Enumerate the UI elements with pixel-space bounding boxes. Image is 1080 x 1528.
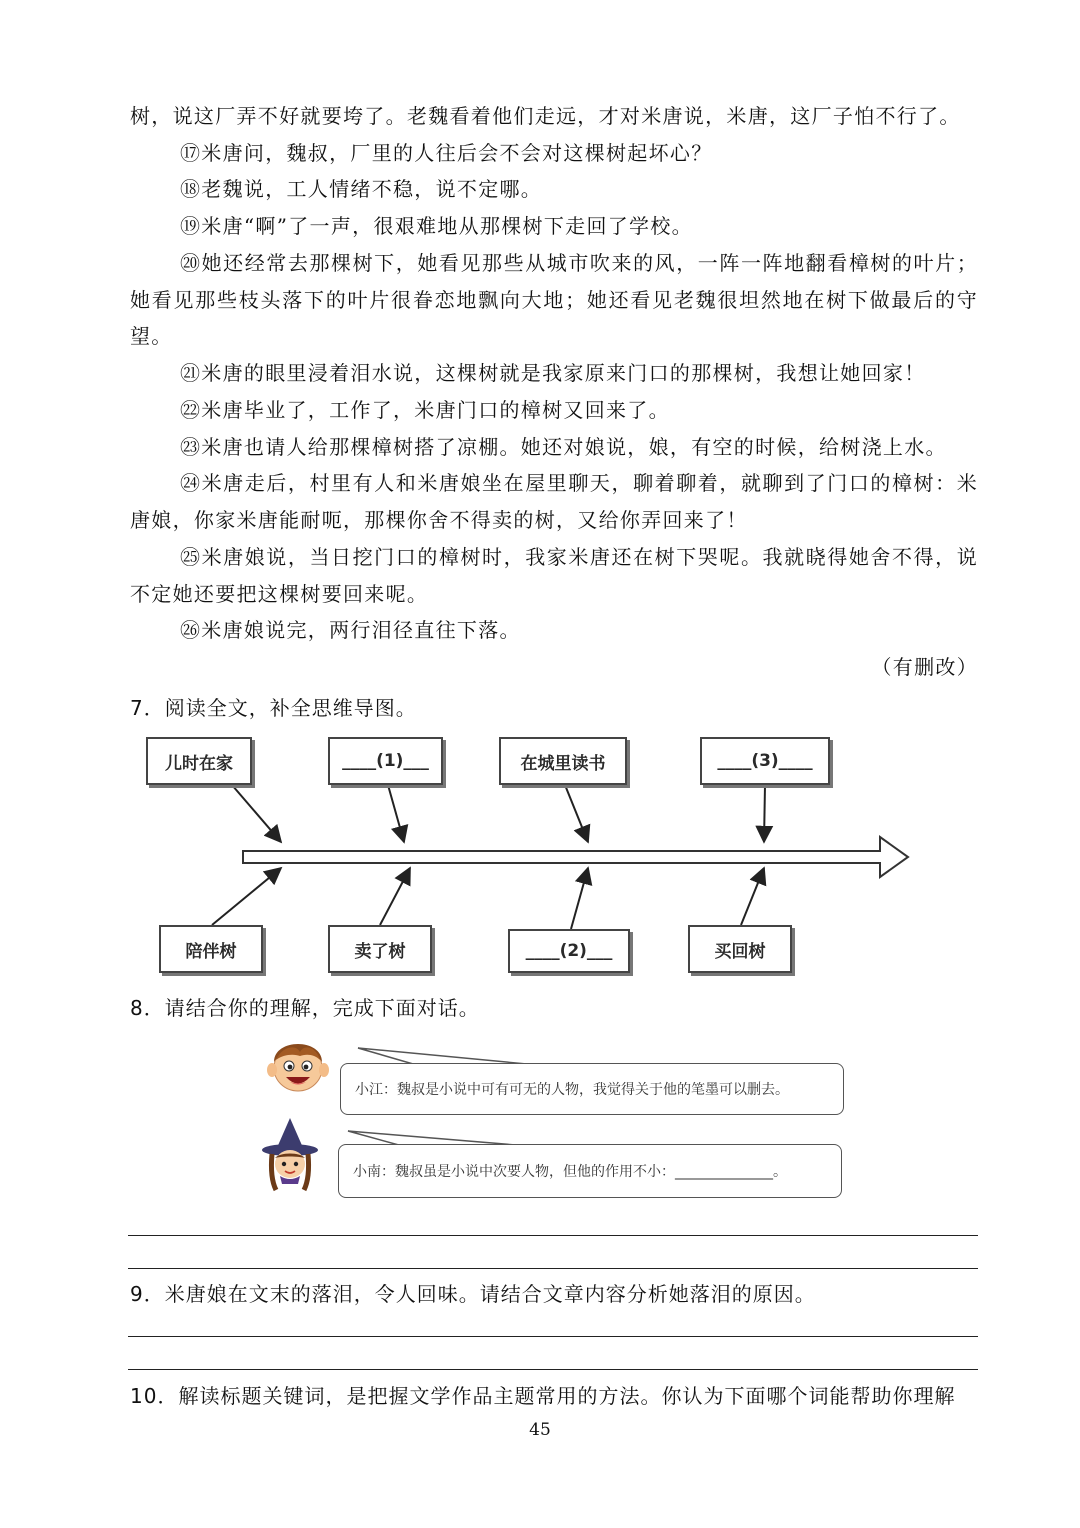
- connector-bottom-3: [571, 868, 588, 929]
- source-note: （有删改）: [871, 655, 978, 679]
- connector-bottom-2: [380, 868, 410, 925]
- passage-paragraph-16-tail: 树，说这厂弄不好就要垮了。老魏看着他们走远，才对米唐说，米唐，这厂子怕不行了。: [130, 104, 961, 128]
- connector-top-4: [764, 785, 765, 842]
- page-number: 45: [529, 1420, 551, 1440]
- mindmap-node-city-school: 在城里读书: [499, 737, 627, 785]
- connector-top-2: [388, 785, 404, 842]
- xiaonan-answer-blank[interactable]: ______________。: [675, 1164, 787, 1180]
- passage-paragraph-23: ㉓米唐也请人给那棵樟树搭了凉棚。她还对娘说，娘，有空的时候，给树浇上水。: [180, 435, 947, 459]
- mindmap-blank-2[interactable]: ____(2)___: [508, 929, 630, 973]
- question-10: 10．解读标题关键词，是把握文学作品主题常用的方法。你认为下面哪个词能帮助你理解: [130, 1384, 956, 1408]
- answer-line-q8-1[interactable]: [128, 1235, 978, 1236]
- xiaojiang-speech: 小江：魏叔是小说中可有可无的人物，我觉得关于他的笔墨可以删去。: [355, 1082, 789, 1098]
- passage-paragraph-19: ⑲米唐“啊”了一声，很艰难地从那棵树下走回了学校。: [180, 214, 693, 238]
- mindmap-node-childhood: 儿时在家: [146, 737, 252, 785]
- passage-paragraph-26: ㉖米唐娘说完，两行泪径直往下落。: [180, 618, 521, 642]
- connector-bottom-4: [741, 868, 764, 925]
- passage-paragraph-22: ㉒米唐毕业了，工作了，米唐门口的樟树又回来了。: [180, 398, 670, 422]
- passage-paragraph-25: ㉕米唐娘说，当日挖门口的樟树时，我家米唐还在树下哭呢。我就晓得她舍不得，说不定她还要把这棵树要回来呢。: [130, 545, 978, 606]
- connector-bottom-1: [212, 868, 281, 925]
- question-8: 8．请结合你的理解，完成下面对话。: [130, 996, 480, 1020]
- connector-top-3: [565, 785, 588, 842]
- xiaonan-speech: 小南：魏叔虽是小说中次要人物，但他的作用不小：: [353, 1164, 675, 1180]
- girl-avatar: [258, 1116, 322, 1194]
- mindmap-node-accompany-tree: 陪伴树: [159, 925, 263, 973]
- boy-avatar: [266, 1032, 330, 1094]
- passage-paragraph-18: ⑱老魏说，工人情绪不稳，说不定哪。: [180, 177, 543, 201]
- answer-line-q9-2[interactable]: [128, 1369, 978, 1370]
- question-9: 9．米唐娘在文末的落泪，令人回味。请结合文章内容分析她落泪的原因。: [130, 1282, 816, 1306]
- connector-top-1: [232, 785, 281, 842]
- mindmap-blank-3[interactable]: ____(3)____: [700, 737, 830, 785]
- passage-paragraph-17: ⑰米唐问，魏叔，厂里的人往后会不会对这棵树起坏心？: [180, 141, 713, 165]
- timeline-arrow: [243, 837, 908, 877]
- answer-line-q9-1[interactable]: [128, 1336, 978, 1337]
- passage-paragraph-24: ㉔米唐走后，村里有人和米唐娘坐在屋里聊天，聊着聊着，就聊到了门口的樟树：米唐娘，你家米唐能耐呃，那棵你舍不得卖的树，又给你弄回来了！: [130, 471, 978, 532]
- mindmap-blank-1[interactable]: ____(1)___: [328, 737, 443, 785]
- answer-line-q8-2[interactable]: [128, 1268, 978, 1269]
- passage-paragraph-21: ㉑米唐的眼里浸着泪水说，这棵树就是我家原来门口的那棵树，我想让她回家！: [180, 361, 926, 385]
- bubble-xiaonan: [338, 1144, 842, 1198]
- bubble-xiaojiang: [340, 1063, 844, 1115]
- mindmap-node-buy-back-tree: 买回树: [688, 925, 792, 973]
- passage-paragraph-20: ⑳她还经常去那棵树下，她看见那些从城市吹来的风，一阵一阵地翻看樟树的叶片；她看见那些枝头落下的叶片很眷恋地飘向大地；她还看见老魏很坦然地在树下做最后的守望。: [130, 251, 978, 348]
- question-7: 7．阅读全文，补全思维导图。: [130, 696, 417, 720]
- mindmap-node-sold-tree: 卖了树: [328, 925, 432, 973]
